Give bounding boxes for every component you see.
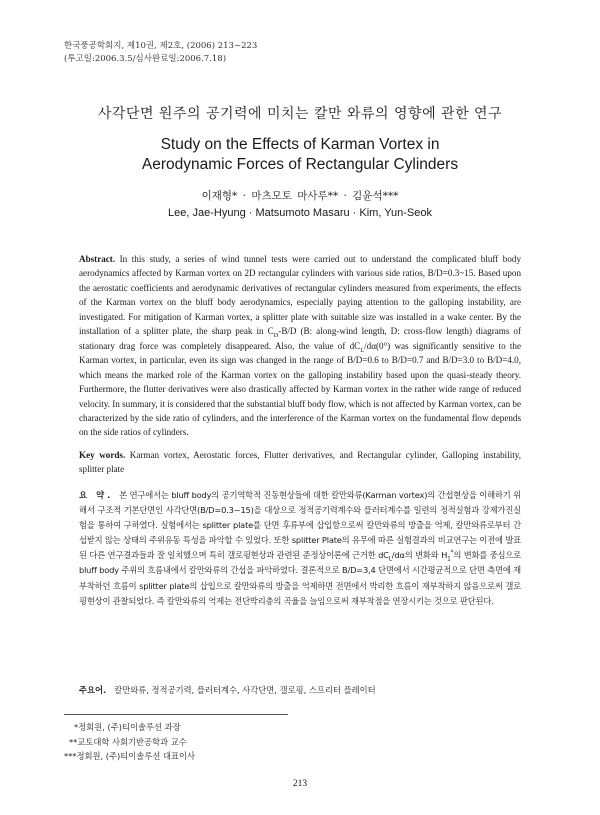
authors-english: Lee, Jae-Hyung · Matsumoto Masaru · Kim, Yun-Seok (168, 207, 432, 219)
korean-summary-sub-l: L (388, 557, 392, 564)
title-english-line2: Aerodynamic Forces of Rectangular Cylinders (141, 156, 459, 173)
affiliation-1: *정회원, (주)티이솔루션 과장 (74, 722, 181, 732)
journal-header (64, 40, 257, 66)
korean-keywords-label: 주요어. (79, 685, 107, 695)
author-affiliations (64, 720, 195, 764)
footnote-rule (64, 714, 288, 715)
korean-keywords-text: 칼만와류, 정적공기력, 플러터계수, 사각단면, 갤로핑, 스프리터 플레이터 (114, 685, 376, 695)
korean-keywords (79, 683, 521, 697)
authors-korean: 이재형* · 마츠모토 마사루** · 김윤석*** (201, 190, 399, 202)
abstract-text-1: In this study, a series of wind tunnel tests were carried out to understand the complicated bluff body aerodynamics affected by Karman vortex on 2D rectangular cylinders with various side ratios, B/D=0.3~15. Based upon the aerostatic coefficients and aerodynamic derivatives of rectangular cylinders measured from experiments, the effects of the Karman vortex on the bluff body aerodynamics, especially paying attention to the galloping instability, are investigated. For mitigation of Karman vortex, a splitter plate with suitable size was installed in a wake center. By the installation of a splitter plate, the sharp peak in C (79, 254, 521, 337)
korean-summary (79, 488, 521, 609)
keywords-text: Karman vortex, Aerostatic forces, Flutter derivatives, and Rectangular cylinder, Galloping instability, splitter plate (79, 450, 521, 475)
affiliation-3: ***정회원, (주)티이솔루션 대표이사 (64, 751, 196, 761)
keywords-label: Key words. (79, 450, 126, 460)
abstract-sub-d: D (273, 332, 279, 340)
korean-summary-text-2: /dα의 변화와 H (391, 550, 448, 561)
keywords (79, 448, 521, 477)
abstract-sub-l: L (360, 346, 365, 354)
abstract-text-2: -B/D (B: along-wind length, D: cross-flow length) diagrams of stationary drag force was completely disappeared. Also, the value of dC (79, 326, 521, 351)
korean-summary-text-3: 의 변화를 중심으로 bluff body 주위의 흐름내에서 칼만와류의 간섭을 파악하였다. 결론적으로 B/D=3,4 단면에서 시간평균적으로 단면 측면에 재부착하던 흐름이 splitter plate의 삽입으로 칼만와류의 방출을 억제하면 전면에서 박리한 흐름이 재부착하지 않음으로써 갤로핑현상이 관찰되었다. 즉 칼만와류의 억제는 전단박리층의 곡율을 늘임으로써 재부착점을 연장시키는 것으로 판단된다. (79, 550, 521, 606)
korean-summary-label: 요 약. (79, 490, 114, 500)
title-english-line1: Study on the Effects of Karman Vortex in (160, 136, 440, 153)
affiliation-2: **교토대학 사회기반공학과 교수 (69, 736, 187, 747)
korean-summary-sub-1: 1 (447, 557, 451, 564)
abstract-text-3: /dα(0°) was significantly sensitive to the Karman vortex, in particular, even its sign was changed in the range of B/D=0.6 to B/D=0.7 and B/D=3.0 to B/D=4.0, which means the marked role of the Karman vortex on the galloping instability based upon the quasi-steady theory. Furthermore, the flutter derivatives were also drastically affected by Karman vortex in the rather wide range of reduced velocity. In summary, it is considered that the substantial bluff body flow, which is not affected by Karman vortex, can be characterized by the side ratio of cylinders, and the interference of the Karman vortex on the fundamental flow depends on the side ratios of cylinders. (79, 340, 521, 438)
abstract (79, 252, 521, 440)
page-number: 213 (292, 779, 308, 789)
submission-dates: (투고일:2006.3.5/심사완료일:2006.7.18) (64, 54, 227, 64)
korean-summary-sup-star: * (450, 550, 454, 557)
title-english (0, 135, 600, 175)
abstract-label: Abstract. (79, 254, 116, 264)
journal-citation: 한국풍공학회지, 제10권, 제2호, (2006) 213~223 (64, 41, 258, 51)
title-korean: 사각단면 원주의 공기력에 미치는 칼만 와류의 영향에 관한 연구 (97, 106, 503, 122)
korean-summary-text-1: 본 연구에서는 bluff body의 공기역학적 진동현상들에 대한 칼만와류(Karman vortex)의 간섭현상을 이해하기 위해서 구조적 기본단면인 사각단면(B/D=0.3~15)을 대상으로 정적공기력계수와 플러터계수를 일련의 정적실험과 강제가진실험을 통하여 구하였다. 실험에서는 splitter plate를 단면 후류부에 삽입함으로써 칼만와류의 방출을 억제, 칼만와류로부터 간섭받지 않는 상태의 주위유동 특성을 파악할 수 있었다. 또한 splitter Plate의 유무에 따른 실험결과의 비교연구는 이전에 발표된 다른 연구결과들과 잘 일치했으며 특히 갤로핑현상과 관련된 준정상이론에 근거한 dC (79, 490, 521, 561)
